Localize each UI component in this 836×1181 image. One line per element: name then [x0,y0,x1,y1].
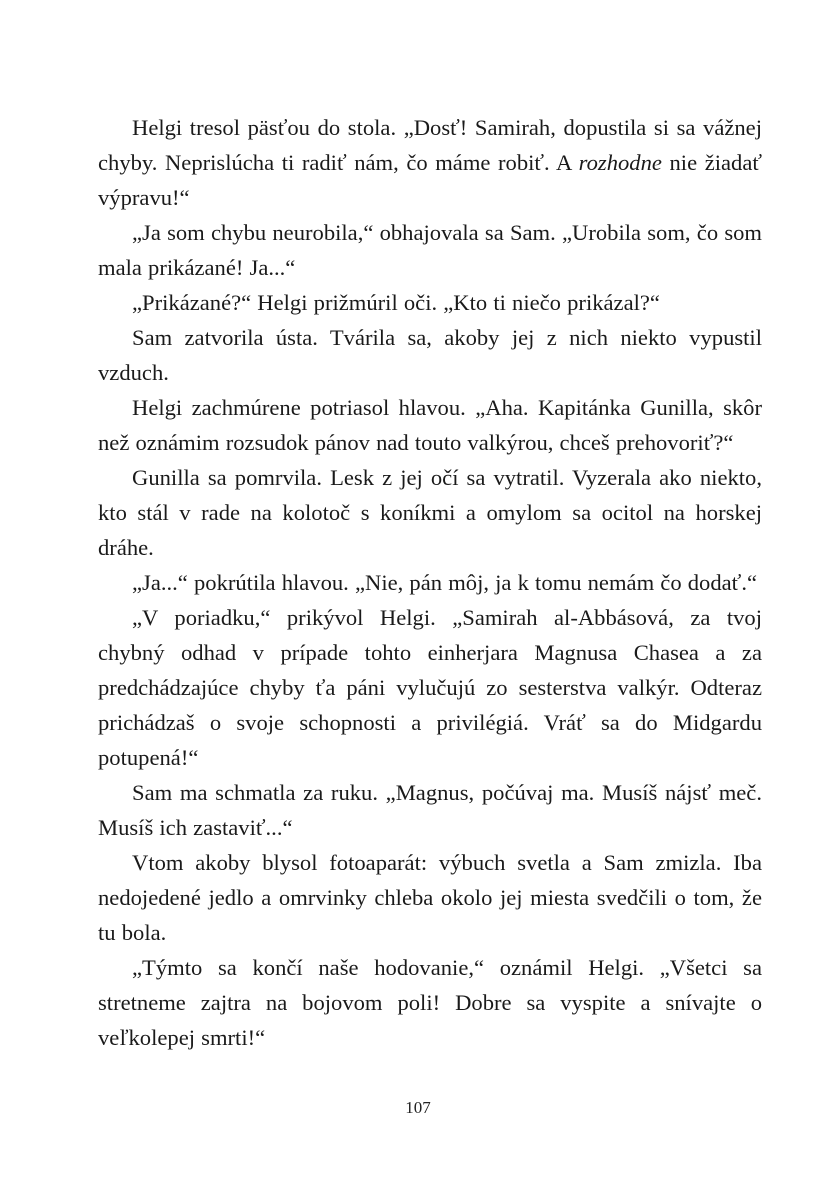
paragraph-1-emphasis: rozhodne [578,150,662,175]
paragraph-1-text: Helgi tresol päsťou do stola. „Dosť! Samirah, dopustila si sa vážnej chyby. Neprislúcha ti radiť nám, čo máme robiť. A [98,115,762,175]
paragraph-6: Gunilla sa pomrvila. Lesk z jej očí sa vytratil. Vyzerala ako niekto, kto stál v rade na kolotoč s koníkmi a omylom sa ocitol na horskej dráhe. [98,465,762,560]
paragraph-11: „Týmto sa končí naše hodovanie,“ oznámil Helgi. „Všetci sa stretneme zajtra na bojovom poli! Dobre sa vyspite a snívajte o veľkolepej smrti!“ [98,955,762,1050]
paragraph-8: „V poriadku,“ prikývol Helgi. „Samirah al-Abbásová, za tvoj chybný odhad v prípade tohto einherjara Magnusa Chasea a za predchádzajúce chyby ťa páni vylučujú zo sesterstva valkýr. Odteraz prichádzaš o svoje schopnosti a privilégiá. Vráť sa do Midgardu potupená!“ [98,605,762,770]
paragraph-4: Sam zatvorila ústa. Tvárila sa, akoby jej z nich niekto vypustil vzduch. [98,325,762,385]
paragraph-7: „Ja...“ pokrútila hlavou. „Nie, pán môj, ja k tomu nemám čo dodať.“ [132,570,758,595]
paragraph-1 [98,110,762,215]
page-body [98,110,762,1055]
paragraph-10: Vtom akoby blysol fotoaparát: výbuch svetla a Sam zmizla. Iba nedojedené jedlo a omrvinky chleba okolo jej miesta svedčili o tom, že tu bola. [98,850,762,945]
paragraph-5: Helgi zachmúrene potriasol hlavou. „Aha. Kapitánka Gunilla, skôr než oznámim rozsudok pánov nad touto valkýrou, chceš prehovoriť?“ [98,395,762,455]
paragraph-9: Sam ma schmatla za ruku. „Magnus, počúvaj ma. Musíš nájsť meč. Musíš ich zastaviť...“ [98,780,762,840]
page-number: 107 [405,1098,431,1117]
paragraph-2: „Ja som chybu neurobila,“ obhajovala sa Sam. „Urobila som, čo som mala prikázané! Ja...“ [98,220,762,280]
paragraph-1-text-end: nie žiadať výpravu!“ [98,150,763,210]
paragraph-3: „Prikázané?“ Helgi prižmúril oči. „Kto ti niečo prikázal?“ [132,290,660,315]
